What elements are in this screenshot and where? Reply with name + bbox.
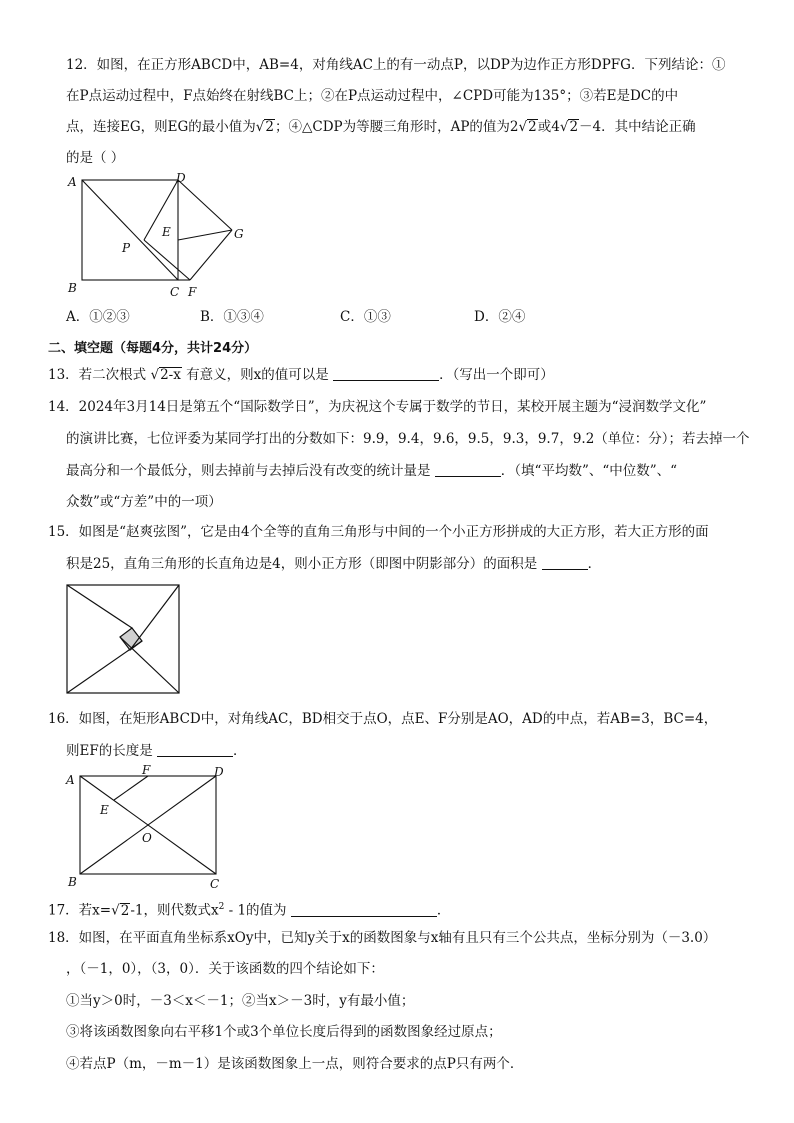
q15-line-2 <box>66 555 601 573</box>
q12-line-4: 的是（ ） <box>66 150 125 166</box>
q13-c: ．（写出一个即可） <box>439 367 554 383</box>
section-title: 二、填空题（每题4分，共计24分） <box>48 341 258 356</box>
q13-radicand: 2-x <box>160 367 181 383</box>
q18-line-5: ④若点P（m，－m－1）是该函数图象上一点，则符合要求的点P只有两个． <box>66 1056 524 1072</box>
q12-line-3b: ；④△CDP为等腰三角形时，AP的值为2 <box>274 119 519 135</box>
q18-line-1: 18．如图，在平面直角坐标系xOy中，已知y关于x的函数图象与x轴有且只有三个公共点，坐标分别为（－3.0） <box>48 930 717 946</box>
label-a: A <box>66 773 75 787</box>
q14-3b: ．（填“平均数”、“中位数”、“ <box>500 463 678 479</box>
segment-pf <box>144 240 190 280</box>
q16-figure <box>62 764 232 892</box>
q12-figure <box>62 170 252 302</box>
q12-line-3: 点，连接EG，则EG的最小值为√2；④△CDP为等腰三角形时，AP的值为2√2或4√2－4．其中结论正确 <box>66 119 696 135</box>
q12-line-3a: 点，连接EG，则EG的最小值为 <box>66 119 256 135</box>
q16-line-2 <box>66 742 247 760</box>
q12-option-c: C．①③ <box>340 309 391 325</box>
q16-2b: ． <box>233 743 247 759</box>
triangle-edge <box>130 585 179 650</box>
q16-blank[interactable] <box>157 742 233 757</box>
q13-b: 有意义，则x的值可以是 <box>181 367 334 383</box>
q16-line-1: 16．如图，在矩形ABCD中，对角线AC，BD相交于点O，点E、F分别是AO，AD的中点，若AB=3，BC=4， <box>48 711 718 727</box>
q15-blank[interactable] <box>542 555 588 570</box>
label-c: C <box>210 877 220 891</box>
zhao-shuang-figure <box>62 580 186 700</box>
q14-line-1: 14．2024年3月14日是第五个“国际数学日”，为庆祝这个专属于数学的节日，某校开展主题为“浸润数学文化” <box>48 399 707 415</box>
q12-option-a: A．①②③ <box>66 309 130 325</box>
q12-line-1: 12．如图，在正方形ABCD中，AB=4，对角线AC上的有一动点P，以DP为边作正方形DPFG．下列结论：① <box>66 57 726 73</box>
q18-line-3: ①当y＞0时，－3＜x＜－1；②当x＞－3时，y有最小值； <box>66 993 415 1009</box>
q14-line-2: 的演讲比赛，七位评委为某同学打出的分数如下：9.9，9.4，9.6，9.5，9.3，9.7，9.2（单位：分）；若去掉一个 <box>66 431 750 447</box>
sqrt-radicand: 2 <box>528 119 537 135</box>
label-f: F <box>142 764 151 777</box>
label-d: D <box>214 765 224 779</box>
label-o: O <box>142 831 152 845</box>
q17-c: - 1的值为 <box>224 902 291 919</box>
label-b: B <box>68 281 77 295</box>
triangle-edge <box>120 637 179 693</box>
label-e: E <box>162 225 171 239</box>
q18-line-4: ③将该函数图象向右平移1个或3个单位长度后得到的函数图象经过原点； <box>66 1024 502 1040</box>
q17-blank[interactable] <box>291 902 437 917</box>
segment-fg <box>190 230 232 280</box>
triangle-edge <box>67 585 132 628</box>
label-p: P <box>122 241 131 255</box>
sqrt-radicand: 2 <box>569 119 579 135</box>
q13-line: 13．若二次根式 √2-x 有意义，则x的值可以是 ．（写出一个即可） <box>48 367 554 383</box>
q12-line-2: 在P点运动过程中，F点始终在射线BC上；②在P点运动过程中，∠CPD可能为135°；③若E是DC的中 <box>66 88 679 104</box>
q17-d: ． <box>436 902 451 919</box>
label-e: E <box>100 803 109 817</box>
q17-b: -1，则代数式x <box>130 902 219 919</box>
q17-a: 17．若x= <box>48 902 112 919</box>
q14-blank[interactable] <box>435 462 501 477</box>
q15-line-1: 15．如图是“赵爽弦图”，它是由4个全等的直角三角形与中间的一个小正方形拼成的大正方形，若大正方形的面 <box>48 524 709 540</box>
q12-line-3d: －4．其中结论正确 <box>579 119 696 135</box>
label-g: G <box>234 227 244 241</box>
label-c: C <box>170 285 180 299</box>
q18-line-2: ，（－1，0），（3，0）．关于该函数的四个结论如下： <box>66 961 384 977</box>
q12-option-b: B．①③④ <box>200 309 264 325</box>
q15-2a: 积是25，直角三角形的长直角边是4，则小正方形（即图中阴影部分）的面积是 <box>66 556 542 572</box>
q17-radicand: 2 <box>120 902 130 919</box>
q17-sup: 2 <box>218 902 225 912</box>
segment-eg <box>178 230 232 240</box>
segment-gd <box>178 180 232 230</box>
q15-2b: ． <box>587 556 602 572</box>
q16-2a: 则EF的长度是 <box>66 743 158 759</box>
q13-blank[interactable] <box>333 366 439 381</box>
sqrt-radicand: 2 <box>265 119 274 135</box>
segment-dp <box>144 180 178 240</box>
label-b: B <box>68 875 77 889</box>
q13-a: 13．若二次根式 <box>48 367 151 383</box>
q17-line: 17．若x=√2-1，则代数式$x^2 - 1$的值为 ． <box>48 902 451 919</box>
label-a: A <box>68 175 77 189</box>
q14-line-4: 众数”或“方差”中的一项） <box>66 494 222 510</box>
label-d: D <box>176 171 186 185</box>
label-f: F <box>188 285 197 299</box>
q14-3a: 最高分和一个最低分，则去掉前与去掉后没有改变的统计量是 <box>66 463 435 479</box>
q14-line-3 <box>66 462 677 480</box>
q12-option-d: D．②④ <box>474 309 526 325</box>
q12-line-3c: 或4 <box>537 119 560 135</box>
triangle-edge <box>67 641 142 693</box>
segment-ef <box>114 776 148 800</box>
